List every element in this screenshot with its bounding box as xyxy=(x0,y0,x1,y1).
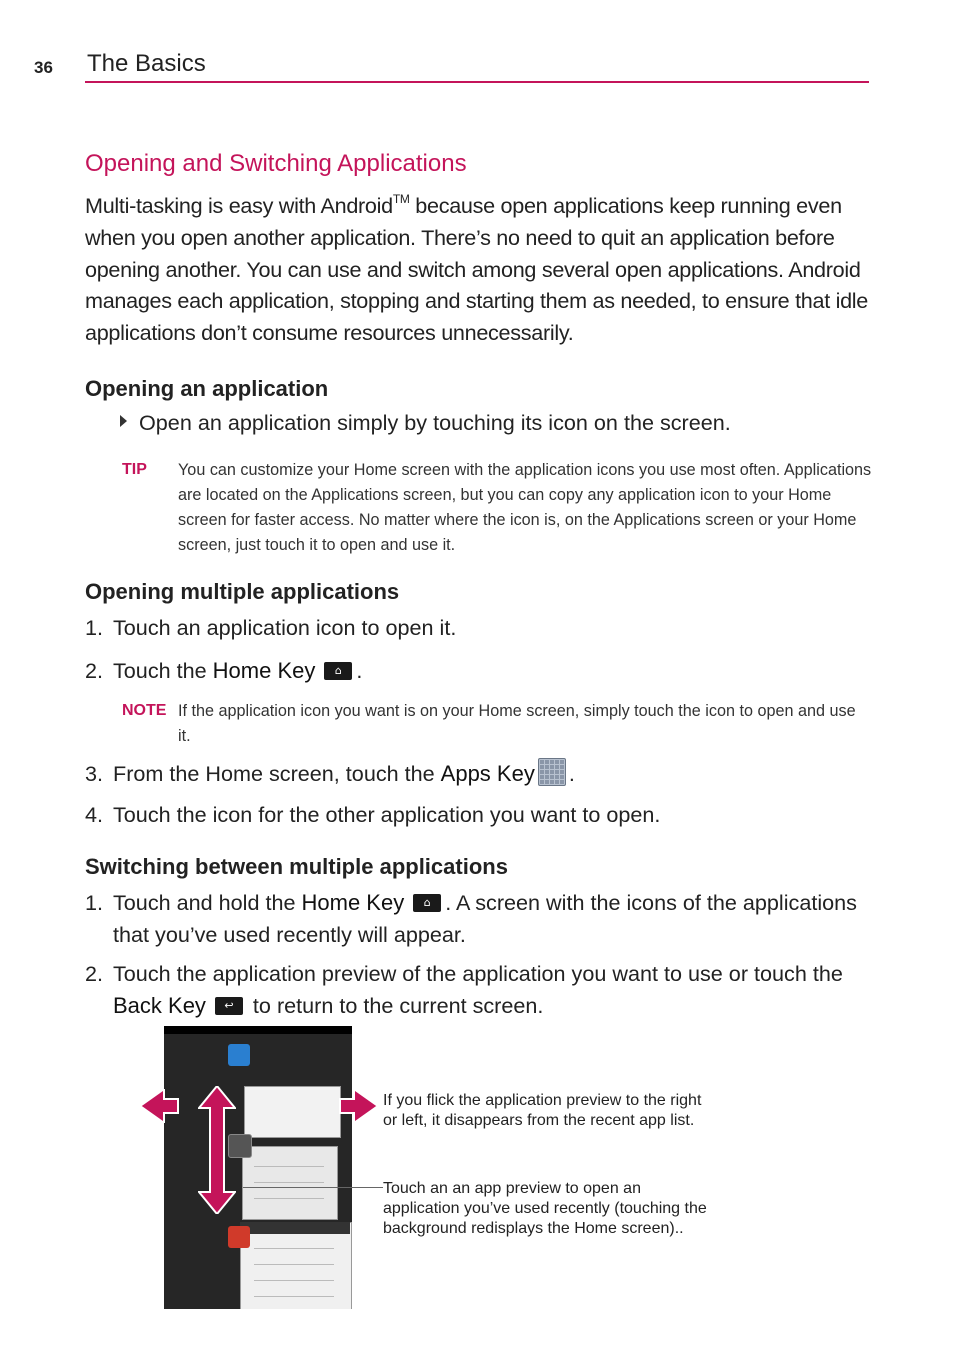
intro-paragraph xyxy=(85,190,885,349)
step-text-post: . xyxy=(356,658,363,683)
list-line xyxy=(254,1264,334,1265)
app-icon-blue xyxy=(228,1044,250,1066)
step-text xyxy=(113,758,883,790)
home-key-label: Home Key xyxy=(301,890,405,915)
step-number: 2. xyxy=(85,658,104,683)
tip-text: You can customize your Home screen with the application icons you use most often. Applications are located on the Applications screen, but you can copy any application icon to your Home screen for faster access. No matter where the icon is, on the Applications screen or your Home screen, just touch it to open and use it. xyxy=(178,461,872,554)
list-line xyxy=(254,1166,324,1167)
step-text-pre: Touch the xyxy=(113,658,213,683)
step-text-post: . xyxy=(568,761,575,786)
step-number: 1. xyxy=(85,615,104,640)
list-line xyxy=(254,1182,324,1183)
step-number: 2. xyxy=(85,961,104,986)
home-key-label: Home Key xyxy=(212,658,316,683)
list-line xyxy=(254,1296,334,1297)
step-number: 3. xyxy=(85,761,104,786)
step-text xyxy=(113,958,883,1021)
apps-key-icon xyxy=(538,758,566,786)
step-text xyxy=(113,655,883,687)
double-arrow-vertical-icon xyxy=(198,1086,236,1214)
heading-opening-an-application: Opening an application xyxy=(85,376,329,401)
app-icon-red xyxy=(228,1226,250,1248)
intro-text-end: because open applications keep running even when you open another application. There’s no need to quit an application before opening another. You can use and switch among several open applications. Android manages each application, stopping and starting them as needed, to ensure that idle applications don’t consume resources unnecessarily. xyxy=(85,193,869,346)
list-line xyxy=(254,1198,324,1199)
step-text-post: to return to the current screen. xyxy=(246,992,544,1018)
home-key-icon: ⌂ xyxy=(324,662,352,680)
trademark-mark: TM xyxy=(392,192,410,206)
note-label: NOTE xyxy=(122,702,167,719)
home-key-icon: ⌂ xyxy=(413,894,441,912)
apps-key-label: Apps Key xyxy=(440,761,535,786)
callout-flick: If you flick the application preview to the right or left, it disappears from the recent app list. xyxy=(383,1092,702,1129)
heading-opening-multiple-applications: Opening multiple applications xyxy=(85,579,400,604)
preview-3-header xyxy=(240,1222,350,1234)
recent-apps-screenshot xyxy=(164,1026,352,1309)
page-number: 36 xyxy=(34,58,53,77)
back-key-icon: ↩ xyxy=(215,997,243,1015)
bullet-item xyxy=(120,410,731,436)
list-line xyxy=(254,1248,334,1249)
note-text: If the application icon you want is on your Home screen, simply touch the icon to open and use it. xyxy=(178,702,856,745)
bullet-text: Open an application simply by touching its icon on the screen. xyxy=(139,410,731,435)
section-title: The Basics xyxy=(87,50,206,77)
header-rule xyxy=(85,81,869,83)
status-bar xyxy=(164,1026,352,1034)
step-text: Touch the icon for the other application you want to open. xyxy=(113,802,661,827)
step-text: Touch an application icon to open it. xyxy=(113,615,457,640)
step-text-pre: Touch the application preview of the application you want to use or touch the xyxy=(113,961,843,986)
recent-preview-2 xyxy=(242,1146,338,1220)
step-text xyxy=(113,887,883,950)
callout-touch: Touch an an app preview to open an application you’ve used recently (touching the background redisplays the Home screen).. xyxy=(383,1180,707,1237)
step-text-pre: From the Home screen, touch the xyxy=(113,761,441,786)
back-key-label: Back Key xyxy=(113,992,206,1018)
list-line xyxy=(254,1280,334,1281)
leader-line xyxy=(243,1187,383,1188)
page-title: Opening and Switching Applications xyxy=(85,150,467,177)
step-number: 4. xyxy=(85,802,104,827)
step-number: 1. xyxy=(85,890,104,915)
tip-label: TIP xyxy=(122,461,147,478)
double-arrow-horizontal-icon xyxy=(140,1089,378,1123)
heading-switching-between-multiple-applications: Switching between multiple applications xyxy=(85,854,508,879)
step-text-post: . A screen with the icons of the applications that you’ve used recently will appear. xyxy=(113,890,857,947)
step-text-pre: Touch and hold the xyxy=(113,890,302,915)
intro-text-start: Multi-tasking is easy with Android xyxy=(85,193,393,218)
triangle-right-icon xyxy=(120,415,127,427)
